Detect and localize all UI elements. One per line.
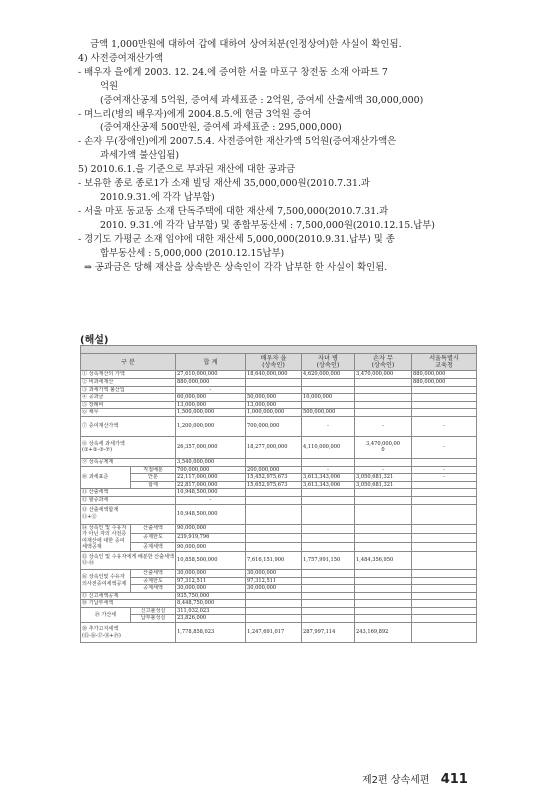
table-row: ⑧ 상속세 과세가액 (①+②-③-⑦) 26,357,000,000 18,277,000,000 4,110,000,000 3,470,000,00 0 - [81,436,477,458]
text-line: (증여재산공제 500만원, 증여세 과세표준 : 295,000,000) [100,122,342,134]
text-line: - 서울 마포 동교동 소재 단독주택에 대한 재산세 7,500,000(2010.7.31.과 [78,205,389,217]
table-row: ⑫ 할증과세 - [81,496,477,504]
text-line: - 며느리(병의 배우자)에게 2004.8.5.에 현금 3억원 증여 [78,108,312,120]
table-row: ① 상속재산의 가액 27,610,000,000 18,640,000,000 4,620,000,000 3,470,000,000 880,000,000 [81,371,477,379]
header-office: 서울특별시 교육청 [412,354,477,371]
tax-table [80,345,477,643]
table-row: ⑱ 기납부세액 8,448,750,000 [81,600,477,608]
table-header-spacer [81,346,477,354]
table-row: ⑩ 과세표준 직접배분 700,000,000 200,000,000 - - - [81,466,477,474]
text-line: 억원 [100,80,119,92]
text-line: ⇒ 공과금은 당해 재산을 상속받은 상속인이 각각 납부한 한 사실이 확인됨. [84,261,388,273]
page-footer [362,771,468,787]
table-row: ⑪ 산출세액 10,948,500,000 [81,489,477,497]
table-row: ⑦ 증여재산가액 1,200,000,000 700,000,000 - - - [81,416,477,436]
table-row: 공제세액 90,000,000 [81,542,477,551]
text-line: 5) 2010.6.1.을 기준으로 부과된 재산에 대한 공과금 [78,164,296,176]
table-row: ⑰ 신고세액공제 935,750,000 [81,592,477,600]
table-row: 공제한도 97,312,511 97,312,511 [81,577,477,585]
body-text [78,38,478,274]
text-line: 합부동산세 : 5,000,000 (2010.12.15납부) [100,247,285,259]
text-line: 2010.9.31.에 각각 납부함) [100,191,215,203]
table-row: ⑭ 상속인 및 수유자가 아닌 자의 사전증여재산에 대한 증여세액공제 산출세액 90,000,000 [81,524,477,533]
text-line: - 경기도 가평군 소재 임야에 대한 재산세 5,000,000(2010.9.31.납부) 및 종 [78,233,395,245]
table-row: ⑳ 추가고지세액 (⑮-⑯-⑰-⑱+⑲) 1,778,858,023 1,247,691,017 287,997,114 243,169,892 [81,623,477,643]
table-row: 공제한도 239,919,796 [81,533,477,542]
header-category: 구 분 [81,354,176,371]
table-row: ② 비과세재산 880,000,000 880,000,000 [81,379,477,387]
table-row: 안분 22,117,000,000 15,452,975,673 3,613,343,006 3,050,681,321 - [81,474,477,482]
header-grandchild: 손자 무 (상속인) [355,354,412,371]
page-number: 411 [440,772,468,787]
table-row: ⑬ 산출세액합계 ⑪+⑫ 10,948,500,000 [81,504,477,524]
header-spouse: 배우자 을 (상속인) [246,354,302,371]
table-row: ⑥ 채무 1,500,000,000 1,000,000,000 500,000,000 [81,409,477,417]
table-row: ⑤ 장례비 13,000,000 13,000,000 [81,401,477,409]
table-row: 납부불성실 23,826,000 [81,615,477,623]
table-header-row [81,354,477,371]
table-row: ③ 과세가액 불산입 - [81,386,477,394]
table-row: ⑯ 상속인및 수유자의사전증여세액공제 산출세액 30,000,000 30,000,000 [81,569,477,577]
text-line: - 손자 무(장애인)에게 2007.5.4. 사전증여한 재산가액 5억원(증여재산가액은 [78,136,397,148]
header-total: 합 계 [176,354,246,371]
table-row: ④ 공과금 60,000,000 50,000,000 10,000,000 [81,394,477,402]
text-line: - 배우자 을에게 2003. 12. 24.에 증여한 서울 마포구 창전동 소재 아파트 7 [78,66,388,78]
text-line: 2010. 9.31.에 각각 납부함) 및 종합부동산세 : 7,500,000원(2010.12.15.납부) [100,219,435,231]
table-row: ⑲ 가산세 신고불성실 311,032,023 [81,607,477,615]
text-line: 금액 1,000만원에 대하여 갑에 대하여 상여처분(인정상여)한 사실이 확인됨. [90,39,402,50]
table-row: ⑮ 상속인 및 수유자에게 배분한 산출세액⑬-⑭ 10,858,500,000 7,616,151,900 1,757,991,150 1,484,356,950 [81,551,477,569]
table-row: ⑨ 상속공제계 3,540,000,000 [81,458,477,466]
table-row: 합계 22,817,000,000 15,652,975,673 3,613,343,006 3,050,681,321 [81,481,477,489]
table-row: 공제세액 30,000,000 30,000,000 [81,585,477,593]
text-line: - 보유한 종로 종로1가 소재 빌딩 재산세 35,000,000원(2010.7.31.과 [78,178,370,190]
footer-section: 제2편 상속세편 [362,775,430,786]
section-label: (해설) [80,335,109,346]
text-line: (증여재산공제 5억원, 증여세 과세표준 : 2억원, 증여세 산출세액 30,000,000) [100,94,424,106]
text-line: 4) 사전증여재산가액 [78,52,164,64]
header-child: 자녀 병 (상속인) [302,354,355,371]
text-line: 과세가액 불산입됨) [100,150,180,162]
